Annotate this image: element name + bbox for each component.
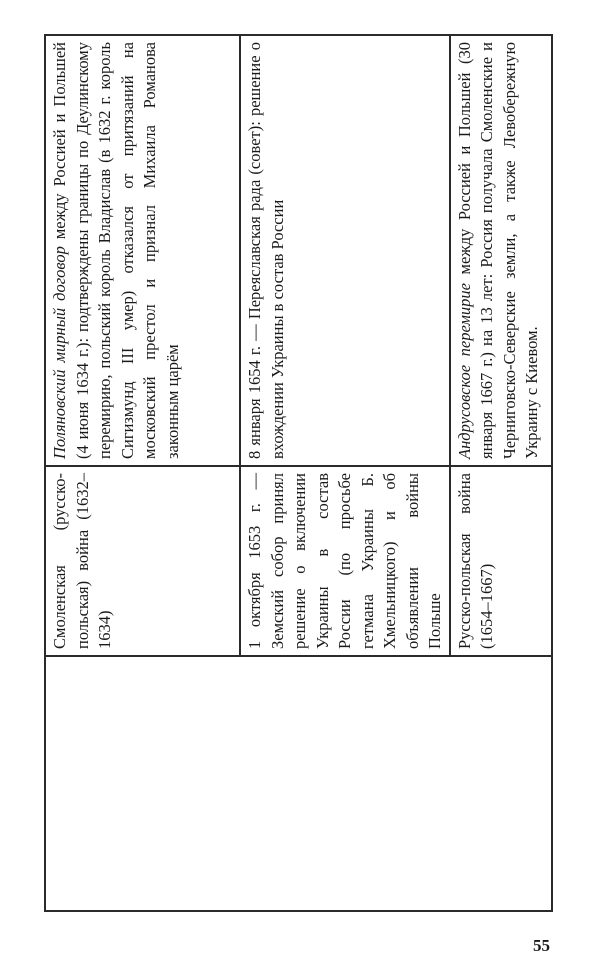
treaty-name: Андрусовское перемирие <box>454 283 474 459</box>
table-row <box>45 35 240 911</box>
page-number: 55 <box>533 936 550 955</box>
rotated-table-container <box>44 34 541 912</box>
war-cell <box>450 466 552 656</box>
result-text: между Россией и Польшей (30 января 1667 г.) на 13 лет: Россия получала Смоленские и Черниговско-Северские земли, а также Левобережную Украину с Киевом. <box>454 42 541 459</box>
result-cell <box>450 35 552 466</box>
war-cell <box>45 466 240 656</box>
war-text: Русско-польская война (1654–1667) <box>454 473 496 649</box>
treaty-name: Поляновский мирный договор <box>50 246 69 459</box>
history-table <box>44 34 553 912</box>
war-text: 1 октября 1653 г. — Земский собор принял решение о включении Украины в состав России (по просьбе гетмана Украины Б. Хмельницкого) и об объявлении войны Польше <box>245 473 444 649</box>
war-cell <box>240 466 450 656</box>
result-text: между Россией и Польшей (4 июня 1634 г.): подтверждены границы по Деулинскому перемирию, польский король Владислав (в 1632 г. король Сигизмунд III умер) отказался от притязаний на московский престол и признал Михаила Романова законным царём <box>50 42 182 459</box>
result-text: 8 января 1654 г. — Переяславская рада (совет): решение о вхождении Украины в состав России <box>245 42 287 459</box>
result-cell <box>240 35 450 466</box>
war-text: Смоленская (русско-польская) война (1632–1634) <box>50 473 114 649</box>
empty-column-cell <box>45 656 552 911</box>
result-cell <box>45 35 240 466</box>
